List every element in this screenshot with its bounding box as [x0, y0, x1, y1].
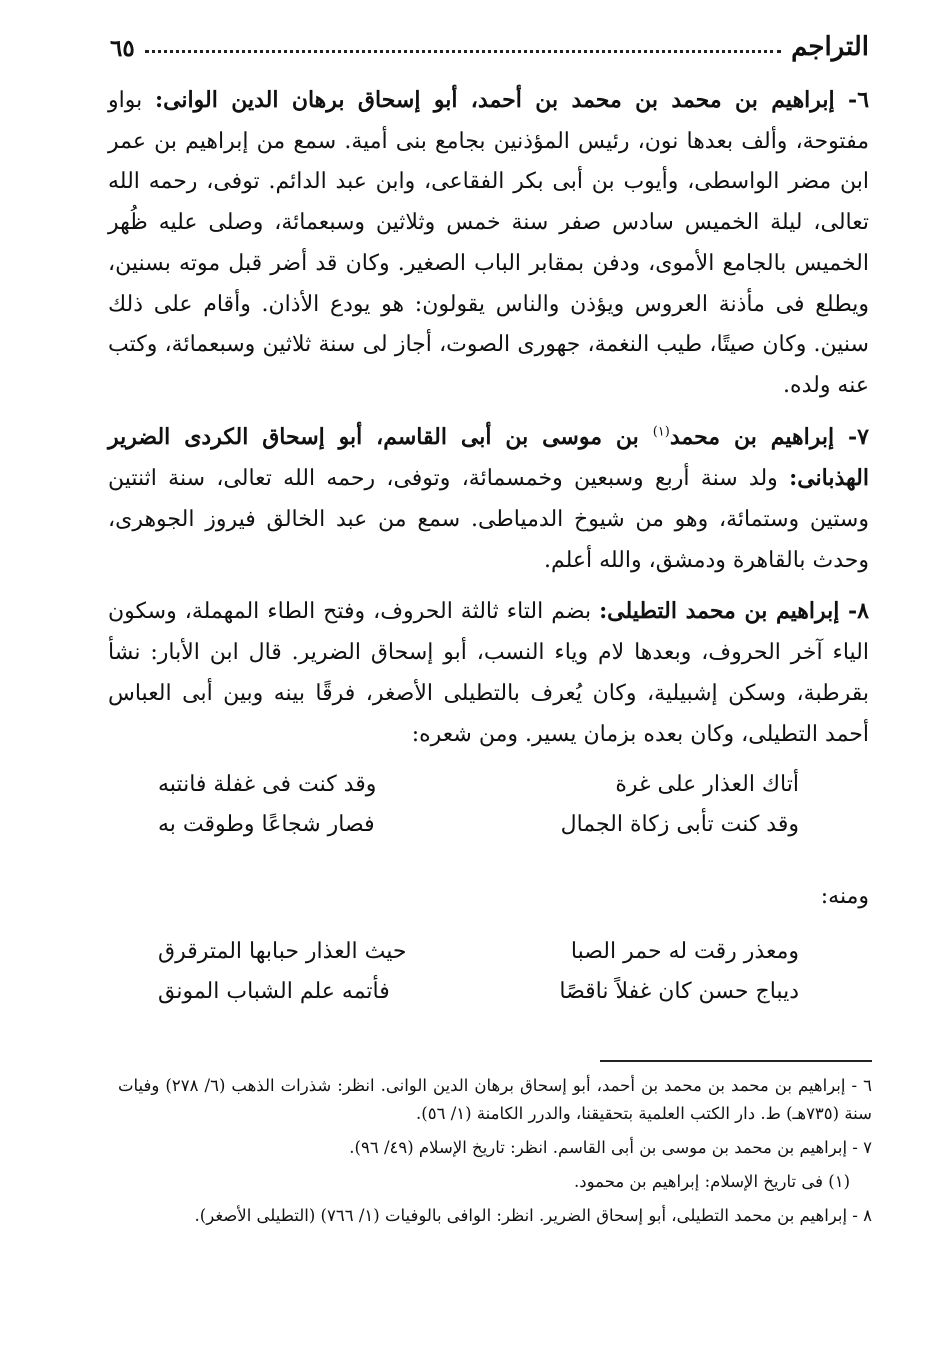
poem-2	[158, 932, 799, 1012]
footnote-separator	[600, 1060, 872, 1062]
main-text	[108, 80, 869, 1012]
verse	[158, 805, 799, 845]
verse	[158, 765, 799, 805]
entry-heading: ٧- إبراهيم بن محمد	[669, 423, 869, 450]
footnote-1: (١) فى تاريخ الإسلام: إبراهيم بن محمود.	[574, 1172, 850, 1191]
entry-7	[108, 417, 869, 582]
verse	[158, 932, 799, 972]
entry-heading: ٨- إبراهيم بن محمد التطيلى:	[599, 598, 869, 625]
verse-second-hemistich: فأتمه علم الشباب المونق	[158, 978, 390, 1004]
entry-heading: ٦- إبراهيم بن محمد بن محمد بن أحمد، أبو إسحاق برهان الدين الوانى:	[154, 87, 870, 113]
verse-first-hemistich: ديباج حسن كان غفلاً ناقصًا	[559, 978, 799, 1004]
poem-intro: ومنه:	[820, 884, 869, 910]
running-header	[110, 22, 869, 62]
verse-second-hemistich: وقد كنت فى غفلة فانتبه	[158, 772, 377, 798]
verse-first-hemistich: ومعذر رقت له حمر الصبا	[570, 938, 799, 964]
footnote-6: ٦ - إبراهيم بن محمد بن محمد بن أحمد، أبو إسحاق برهان الدين الوانى. انظر: شذرات الذهب (٦/ ٢٧٨) وفيات سنة (٧٣٥هـ) ط. دار الكتب العلمية بتحقيقنا، والدرر الكامنة (١/ ٥٦).	[118, 1076, 872, 1123]
spacer	[108, 845, 869, 867]
verse-second-hemistich: حيث العذار حبابها المترقرق	[158, 938, 407, 964]
entry-body: ولد سنة أربع وسبعين وخمسمائة، وتوفى، رحمه الله تعالى، سنة اثنتين وستين وستمائة، وهو من شيوخ الدمياطى. سمع من عبد الخالق فيروز الجوهرى، وحدث بالقاهرة ودمشق، والله أعلم.	[108, 466, 869, 573]
footnote-reference[interactable]: (١)	[652, 424, 670, 440]
entry-body: بضم التاء ثالثة الحروف، وفتح الطاء المهملة، وسكون الياء آخر الحروف، وبعدها لام وياء النسب، أبو إسحاق الضرير. قال ابن الأبار: نشأ بقرطبة، وسكن إشبيلية، وكان يُعرف بالتطيلى الأصغر، فرقًا بينه وبين أبى العباس أحمد التطيلى، وكان بعده بزمان يسير. ومن شعره:	[108, 599, 869, 747]
header-leader-dots	[145, 50, 781, 53]
entry-body: بواو مفتوحة، وألف بعدها نون، رئيس المؤذنين بجامع بنى أمية. سمع من إبراهيم بن عمر ابن مضر الواسطى، وأيوب بن أبى بكر الفقاعى، وابن عبد الدائم. توفى، رحمه الله تعالى، ليلة الخميس سادس صفر سنة خمس وثلاثين وسبعمائة، وصلى عليه ظُهر الخميس بالجامع الأموى، ودفن بمقابر الباب الصغير. وكان قد أضر قبل موته بسنين، ويطلع فى مأذنة العروس ويؤذن والناس يقولون: هو يودع الأذان. وأقام على ذلك سنين. وكان صيتًا، طيب النغمة، جهورى الصوت، أجاز لى سنة ثلاثين وسبعمائة، وكتب عنه ولده.	[108, 88, 869, 398]
verse-second-hemistich: فصار شجاعًا وطوقت به	[158, 812, 375, 838]
footnotes	[118, 1072, 872, 1236]
footnote-8: ٨ - إبراهيم بن محمد التطيلى، أبو إسحاق الضرير. انظر: الوافى بالوفيات (١/ ٧٦٦) (التطيلى الأصغر).	[194, 1206, 872, 1225]
verse-first-hemistich: أتاك العذار على غرة	[615, 772, 799, 798]
verse	[158, 972, 799, 1012]
footnote-7: ٧ - إبراهيم بن محمد بن موسى بن أبى القاسم. انظر: تاريخ الإسلام (٤٩/ ٩٦).	[349, 1138, 872, 1157]
page-number: ٦٥	[110, 35, 135, 62]
chapter-title: التراجم	[791, 32, 869, 62]
entry-heading-continued: بن موسى بن أبى القاسم، أبو إسحاق الكردى الضرير الهذبانى:	[108, 423, 869, 492]
poem-1	[158, 765, 799, 845]
entry-6	[108, 80, 869, 407]
entry-8	[108, 591, 869, 755]
verse-first-hemistich: وقد كنت تأبى زكاة الجمال	[560, 812, 799, 838]
